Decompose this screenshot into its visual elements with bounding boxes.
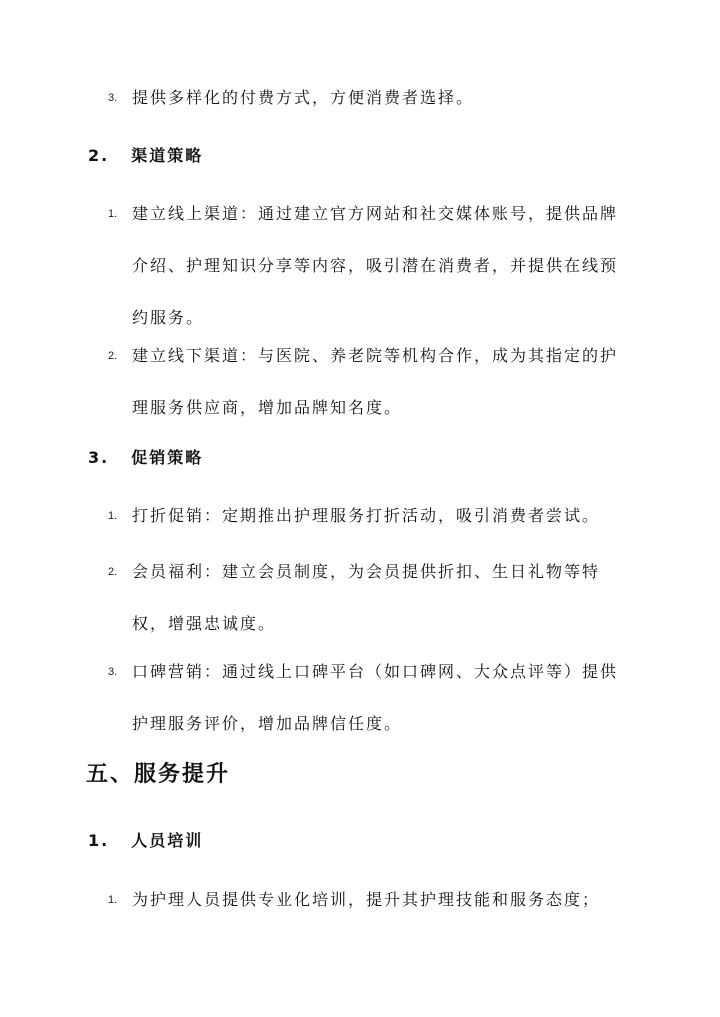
- list-item: [108, 490, 628, 542]
- list-number: 1.: [108, 894, 118, 906]
- list-text: 打折促销：定期推出护理服务打折活动，吸引消费者尝试。: [132, 506, 601, 525]
- list-item: [108, 646, 628, 750]
- list-number: 3.: [108, 666, 118, 678]
- list-text: 为护理人员提供专业化培训，提升其护理技能和服务态度；: [132, 890, 601, 909]
- list-text: 建立线上渠道：通过建立官方网站和社交媒体账号，提供品牌介绍、护理知识分享等内容，吸引潜在消费者，并提供在线预约服务。: [132, 204, 619, 327]
- list-item: [108, 188, 628, 344]
- heading-number: 2.: [88, 146, 110, 165]
- heading-title: 渠道策略: [131, 146, 204, 165]
- list-item: [108, 546, 628, 650]
- section-heading-channel: [88, 144, 203, 168]
- list-number: 2.: [108, 350, 118, 362]
- list-text: 口碑营销：通过线上口碑平台（如口碑网、大众点评等）提供护理服务评价，增加品牌信任度。: [132, 662, 619, 733]
- heading-title: 促销策略: [131, 448, 204, 467]
- list-item: [108, 72, 628, 124]
- section-heading-training: [88, 829, 203, 853]
- heading-title: 人员培训: [131, 831, 204, 850]
- list-item: [108, 874, 628, 926]
- list-number: 3.: [108, 92, 118, 104]
- heading-number: 3.: [88, 448, 110, 467]
- list-number: 2.: [108, 566, 118, 578]
- list-text: 建立线下渠道：与医院、养老院等机构合作，成为其指定的护理服务供应商，增加品牌知名度。: [132, 346, 619, 417]
- list-item: [108, 330, 628, 434]
- list-text: 会员福利：建立会员制度，为会员提供折扣、生日礼物等特权，增强忠诚度。: [132, 562, 601, 633]
- list-text: 提供多样化的付费方式，方便消费者选择。: [132, 88, 475, 107]
- list-number: 1.: [108, 208, 118, 220]
- chapter-heading-service: 五、服务提升: [86, 762, 231, 787]
- list-number: 1.: [108, 510, 118, 522]
- section-heading-promotion: [88, 446, 203, 470]
- heading-number: 1.: [88, 831, 110, 850]
